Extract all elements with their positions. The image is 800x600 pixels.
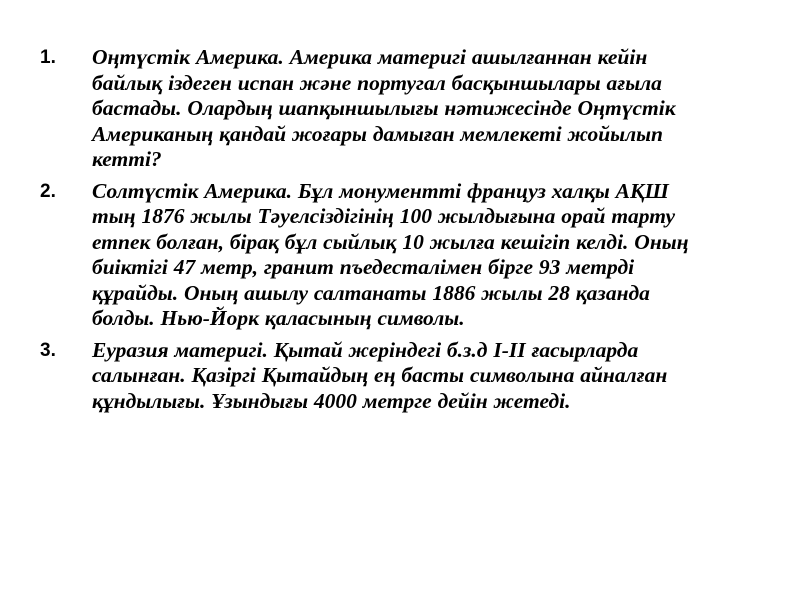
question-item-1 [40,45,740,173]
question-number: 3. [40,339,56,361]
question-text: Солтүстік Америка. Бұл монументті француз халқы АҚШ тың 1876 жылы Тәуелсіздігінің 100 жылдығына орай тарту етпек болған, бірақ бұл сыйлық 10 жылға кешігіп келді. Оның биіктігі 47 метр, гранит пъедесталімен бірге 93 метрді құрайды. Оның ашылу салтанаты 1886 жылы 28 қазанда болды. Нью-Йорк қаласының символы. [92,178,689,330]
question-number: 2. [40,180,56,202]
question-text: Оңтүстік Америка. Америка материгі ашылғаннан кейін байлық іздеген испан және португал басқыншылары ағыла бастады. Олардың шапқыншылығы нәтижесінде Оңтүстік Американың қандай жоғары дамыған мемлекеті жойылып кетті? [92,45,676,171]
question-text: Еуразия материгі. Қытай жеріндегі б.з.д I-II ғасырларда салынған. Қазіргі Қытайдың ең басты символына айналған құндылығы. Ұзындығы 4000 метрге дейін жетеді. [92,337,668,413]
question-item-2 [40,179,740,332]
question-list [40,45,740,420]
question-number: 1. [40,47,56,68]
question-item-3 [40,338,740,415]
